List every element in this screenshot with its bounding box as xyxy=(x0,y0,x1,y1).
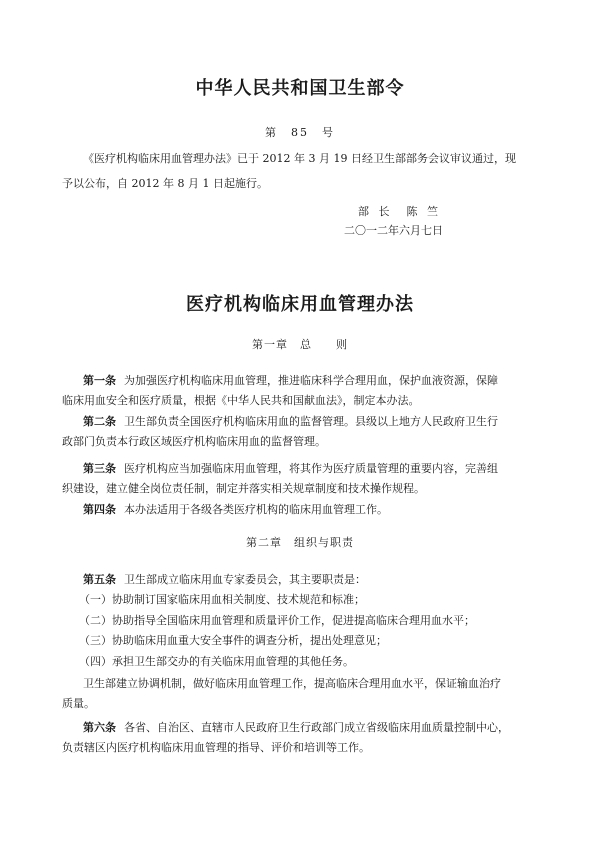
signatory: 部 长 陈 竺 xyxy=(358,205,441,218)
article-line xyxy=(83,373,498,389)
article-line: 负责辖区内医疗机构临床用血管理的指导、评价和培训等工作。 xyxy=(62,741,370,754)
regulation-title: 医疗机构临床用血管理办法 xyxy=(186,294,414,315)
article-label: 第四条 xyxy=(83,503,116,516)
article-text: 卫生部成立临床用血专家委员会，其主要职责是： xyxy=(124,573,366,586)
decree-number: 第 85 号 xyxy=(265,126,335,139)
article-line xyxy=(83,414,498,430)
article-line: 织建设，建立健全岗位责任制，制定并落实相关规章制度和技术操作规程。 xyxy=(62,482,425,495)
article-line: 临床用血安全和医疗质量，根据《中华人民共和国献血法》，制定本办法。 xyxy=(62,394,420,407)
article-label: 第六条 xyxy=(83,721,116,734)
decree-title: 中华人民共和国卫生部令 xyxy=(195,78,405,99)
article-line xyxy=(83,720,509,736)
list-item: （一）协助制订国家临床用血相关制度、技术规范和标准； xyxy=(79,593,365,606)
article-line xyxy=(83,502,388,518)
article-text: 本办法适用于各级各类医疗机构的临床用血管理工作。 xyxy=(124,503,388,516)
article-label: 第三条 xyxy=(83,462,116,475)
article-line: 政部门负责本行政区域医疗机构临床用血的监督管理。 xyxy=(62,435,326,448)
article-label: 第一条 xyxy=(83,374,116,387)
article-line xyxy=(83,461,498,477)
decree-text-line: 予以公布，自 2012 年 8 月 1 日起施行。 xyxy=(62,177,268,190)
list-item: （二）协助指导全国临床用血管理和质量评价工作，促进提高临床合理用血水平； xyxy=(79,614,475,627)
article-label: 第五条 xyxy=(83,573,116,586)
chapter-heading: 第二章 组织与职责 xyxy=(246,536,354,549)
article-label: 第二条 xyxy=(83,415,116,428)
decree-date: 二〇一二年六月七日 xyxy=(344,224,443,237)
article-line: 质量。 xyxy=(62,697,95,710)
article-line xyxy=(83,572,366,588)
article-text: 为加强医疗机构临床用血管理，推进临床科学合理用血，保护血液资源，保障 xyxy=(124,374,498,387)
list-item: （三）协助临床用血重大安全事件的调查分析，提出处理意见； xyxy=(79,634,387,647)
decree-text-line: 《医疗机构临床用血管理办法》已于 2012 年 3 月 19 日经卫生部部务会议审议通过，现 xyxy=(83,152,516,165)
article-text: 医疗机构应当加强临床用血管理，将其作为医疗质量管理的重要内容，完善组 xyxy=(124,462,498,475)
article-line: 卫生部建立协调机制，做好临床用血管理工作，提高临床合理用血水平，保证输血治疗 xyxy=(83,677,501,690)
chapter-heading: 第一章 总 则 xyxy=(252,338,348,351)
article-text: 各省、自治区、直辖市人民政府卫生行政部门成立省级临床用血质量控制中心， xyxy=(124,721,509,734)
list-item: （四）承担卫生部交办的有关临床用血管理的其他任务。 xyxy=(79,655,354,668)
article-text: 卫生部负责全国医疗机构临床用血的监督管理。县级以上地方人民政府卫生行 xyxy=(124,415,498,428)
